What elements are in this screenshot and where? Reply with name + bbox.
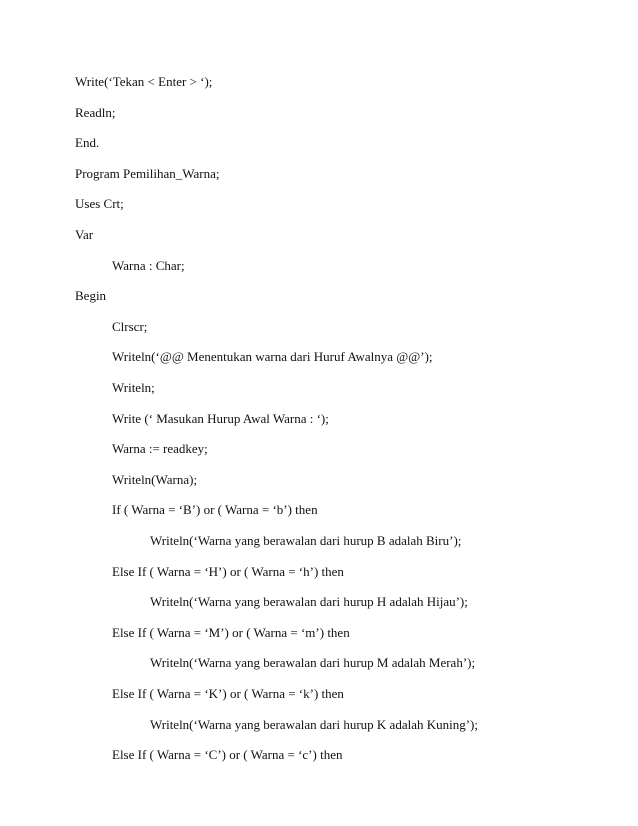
code-line: Uses Crt; (75, 196, 124, 211)
code-line: Else If ( Warna = ‘K’) or ( Warna = ‘k’) then (112, 686, 344, 701)
code-line: Writeln(‘Warna yang berawalan dari hurup K adalah Kuning’); (150, 717, 478, 732)
code-line: Else If ( Warna = ‘H’) or ( Warna = ‘h’) then (112, 564, 344, 579)
code-line: Else If ( Warna = ‘C’) or ( Warna = ‘c’) then (112, 747, 343, 762)
code-line: If ( Warna = ‘B’) or ( Warna = ‘b’) then (112, 502, 318, 517)
code-line: Readln; (75, 105, 116, 120)
code-line: Writeln(‘@@ Menentukan warna dari Huruf Awalnya @@’); (112, 349, 433, 364)
code-line: Warna := readkey; (112, 441, 208, 456)
code-line: Clrscr; (112, 319, 148, 334)
code-line: Else If ( Warna = ‘M’) or ( Warna = ‘m’) then (112, 625, 350, 640)
code-line: End. (75, 135, 100, 150)
code-line: Var (75, 227, 94, 242)
code-line: Writeln; (112, 380, 155, 395)
code-line: Begin (75, 288, 107, 303)
code-line: Program Pemilihan_Warna; (75, 166, 220, 181)
code-line: Write(‘Tekan < Enter > ‘); (75, 74, 213, 89)
code-line: Warna : Char; (112, 258, 185, 273)
code-line: Writeln(‘Warna yang berawalan dari hurup H adalah Hijau’); (150, 594, 468, 609)
code-line: Writeln(‘Warna yang berawalan dari hurup M adalah Merah’); (150, 655, 476, 670)
code-line: Writeln(‘Warna yang berawalan dari hurup B adalah Biru’); (150, 533, 462, 548)
code-line: Write (‘ Masukan Hurup Awal Warna : ‘); (112, 411, 329, 426)
code-line: Writeln(Warna); (112, 472, 198, 487)
